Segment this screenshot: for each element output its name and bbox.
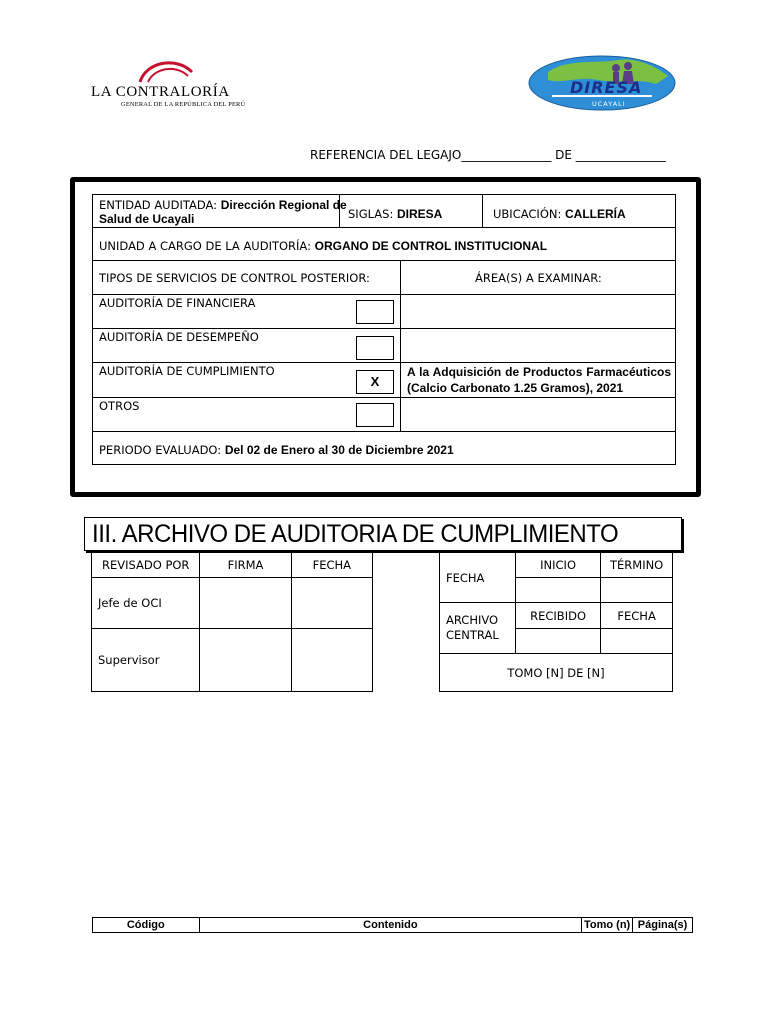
reference-line: REFERENCIA DEL LEGAJO_______________ DE _______________ bbox=[310, 148, 666, 162]
index-header-tomo: Tomo (n) bbox=[582, 918, 633, 933]
inicio-value-cell[interactable] bbox=[515, 578, 600, 603]
dates-table bbox=[439, 552, 673, 692]
service-label: AUDITORÍA DE CUMPLIMIENTO bbox=[99, 364, 275, 378]
logo-right-region: UCAYALI bbox=[592, 100, 626, 108]
periodo-value: Del 02 de Enero al 30 de Diciembre 2021 bbox=[224, 443, 454, 457]
archivo-label-line2: CENTRAL bbox=[446, 628, 499, 642]
logo-left-subtitle: GENERAL DE LA REPÚBLICA DEL PERÚ bbox=[121, 101, 246, 108]
entidad-value-line2: Salud de Ucayali bbox=[99, 212, 195, 226]
service-checkbox-desempeno[interactable] bbox=[356, 336, 394, 360]
review-header-revisado: REVISADO POR bbox=[92, 553, 200, 578]
tomo-cell: TOMO [N] DE [N] bbox=[440, 654, 673, 692]
section-title-box bbox=[84, 517, 682, 551]
siglas-cell bbox=[339, 194, 483, 228]
tipos-label: TIPOS DE SERVICIOS DE CONTROL POSTERIOR: bbox=[99, 271, 370, 285]
index-header-contenido: Contenido bbox=[199, 918, 582, 933]
fecha2-value-cell[interactable] bbox=[601, 629, 673, 654]
review-table bbox=[91, 552, 373, 692]
areas-cell bbox=[400, 260, 676, 295]
tipos-cell bbox=[92, 260, 401, 295]
service-row-cumplimiento bbox=[92, 362, 401, 398]
recibido-header: RECIBIDO bbox=[515, 603, 600, 629]
recibido-value-cell[interactable] bbox=[515, 629, 600, 654]
index-header-codigo: Código bbox=[93, 918, 200, 933]
siglas-value: DIRESA bbox=[396, 207, 443, 221]
area-text-line2: (Calcio Carbonato 1.25 Gramos), 2021 bbox=[407, 381, 624, 395]
area-cell-cumplimiento bbox=[400, 362, 676, 398]
review-fecha-cell[interactable] bbox=[291, 578, 372, 629]
service-row-desempeno bbox=[92, 328, 401, 363]
contraloria-logo bbox=[88, 58, 258, 108]
ubicacion-value: CALLERÍA bbox=[565, 207, 626, 221]
siglas-label: SIGLAS: bbox=[348, 207, 397, 221]
areas-label: ÁREA(S) A EXAMINAR: bbox=[475, 271, 602, 285]
review-firma-cell[interactable] bbox=[200, 629, 291, 692]
review-fecha-cell[interactable] bbox=[291, 629, 372, 692]
diresa-logo bbox=[528, 54, 678, 114]
section-title: III. ARCHIVO DE AUDITORIA DE CUMPLIMIENTO bbox=[92, 520, 619, 548]
archivo-central-cell bbox=[440, 603, 516, 654]
archivo-label-line1: ARCHIVO bbox=[446, 613, 499, 627]
service-row-financiera bbox=[92, 294, 401, 329]
entidad-value-line1: Dirección Regional de bbox=[220, 198, 347, 212]
review-row-label: Supervisor bbox=[92, 629, 200, 692]
service-checkbox-otros[interactable] bbox=[356, 403, 394, 427]
logo-right-name: DIRESA bbox=[570, 78, 643, 97]
review-header-fecha: FECHA bbox=[291, 553, 372, 578]
fecha2-header: FECHA bbox=[601, 603, 673, 629]
inicio-header: INICIO bbox=[515, 553, 600, 578]
service-label: AUDITORÍA DE FINANCIERA bbox=[99, 296, 256, 310]
logo-left-name: LA CONTRALORÍA bbox=[91, 84, 230, 100]
swoosh-icon bbox=[136, 58, 196, 86]
area-cell-financiera bbox=[400, 294, 676, 329]
review-row-label: Jefe de OCI bbox=[92, 578, 200, 629]
periodo-cell bbox=[92, 431, 676, 465]
termino-header: TÉRMINO bbox=[601, 553, 673, 578]
review-header-firma: FIRMA bbox=[200, 553, 291, 578]
unidad-value: ORGANO DE CONTROL INSTITUCIONAL bbox=[314, 239, 548, 253]
index-header-paginas: Página(s) bbox=[633, 918, 693, 933]
unidad-cell bbox=[92, 227, 676, 261]
service-checkbox-financiera[interactable] bbox=[356, 300, 394, 324]
ubicacion-label: UBICACIÓN: bbox=[493, 207, 565, 221]
periodo-label: PERIODO EVALUADO: bbox=[99, 443, 225, 457]
service-label: OTROS bbox=[99, 399, 140, 413]
fecha-label-cell: FECHA bbox=[440, 553, 516, 603]
area-cell-desempeno bbox=[400, 328, 676, 363]
termino-value-cell[interactable] bbox=[601, 578, 673, 603]
index-table bbox=[92, 917, 693, 933]
ubicacion-cell bbox=[482, 194, 676, 228]
area-text-line1: A la Adquisición de Productos Farmacéuticos bbox=[407, 365, 671, 379]
entidad-cell bbox=[92, 194, 347, 228]
service-checkbox-cumplimiento[interactable]: X bbox=[356, 370, 394, 394]
unidad-label: UNIDAD A CARGO DE LA AUDITORÍA: bbox=[99, 239, 315, 253]
area-cell-otros bbox=[400, 397, 676, 432]
service-label: AUDITORÍA DE DESEMPEÑO bbox=[99, 330, 259, 344]
service-row-otros bbox=[92, 397, 401, 432]
entidad-label: ENTIDAD AUDITADA: bbox=[99, 198, 221, 212]
review-firma-cell[interactable] bbox=[200, 578, 291, 629]
